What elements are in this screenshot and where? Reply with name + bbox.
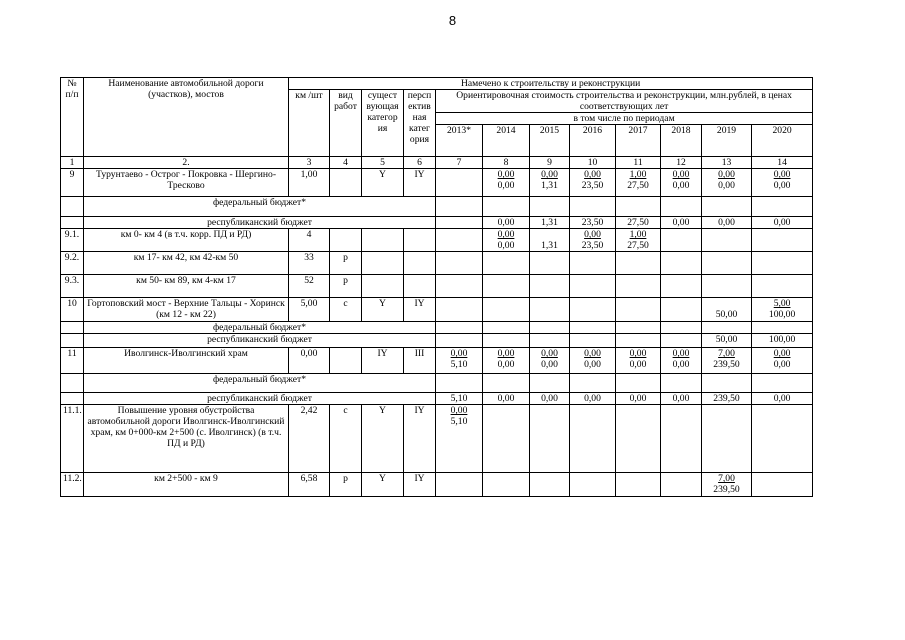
cost-2020: 5,00 100,00 [752,298,813,322]
budget-value [570,334,616,348]
road-length: 0,00 [289,348,330,374]
header-periods: в том числе по периодам [436,113,813,125]
budget-value [436,217,483,229]
column-number: 11 [616,157,661,169]
perspective-category: IY [404,169,436,197]
federal-budget-label: федеральный бюджет* [84,197,436,217]
row-number: 10 [61,298,84,322]
republican-budget-label: республиканский бюджет [84,393,436,405]
header-cost: Ориентировочная стоимость строительства и реконструкции, млн.рублей, в ценах соответствующих лет [436,90,813,113]
road-name: км 50- км 89, км 4-км 17 [84,275,289,298]
road-length: 52 [289,275,330,298]
cost-2014: 0,00 0,00 [483,348,530,374]
road-length: 2,42 [289,405,330,473]
table-row [61,197,813,217]
budget-value: 50,00 [702,334,752,348]
work-type: р [330,275,362,298]
cost-2019: 7,00 239,50 [702,348,752,374]
cost-2013: 0,00 5,10 [436,405,483,473]
header-year: 2014 [483,125,530,157]
table-row [61,298,813,322]
header-work-type: вид работ [330,90,362,157]
cost-2019: 50,00 [702,298,752,322]
header-unit: км /шт [289,90,330,157]
cost-2013 [436,169,483,197]
table-row [61,217,813,229]
work-type: с [330,298,362,322]
cost-2013: 0,00 5,10 [436,348,483,374]
page-number: 8 [448,13,457,28]
cost-2019: 7,00 239,50 [702,473,752,497]
column-number-row [61,157,813,169]
budget-value: 0,00 [616,393,661,405]
road-length: 33 [289,252,330,275]
column-number: 2. [84,157,289,169]
budget-value [436,334,483,348]
republican-budget-label: республиканский бюджет [84,334,436,348]
column-number: 8 [483,157,530,169]
cost-2018: 0,00 0,00 [661,348,702,374]
table-row [61,252,813,275]
header-year: 2016 [570,125,616,157]
cost-2014: 0,00 0,00 [483,169,530,197]
table-row [61,374,813,393]
road-name: Гортоповский мост - Верхние Тальцы - Хоринск (км 12 - км 22) [84,298,289,322]
cost-2020: 0,00 0,00 [752,169,813,197]
header-existing-category: сущест вующая категор ия [362,90,404,157]
table-row [61,229,813,252]
budget-value: 23,50 [570,217,616,229]
budget-value: 0,00 [570,393,616,405]
budget-value: 0,00 [752,217,813,229]
cost-2019: 0,00 0,00 [702,169,752,197]
table-row [61,322,813,334]
column-number: 3 [289,157,330,169]
column-number: 9 [530,157,570,169]
header-row [61,78,813,90]
work-type: р [330,473,362,497]
header-year: 2013* [436,125,483,157]
table-row [61,473,813,497]
row-number: 9 [61,169,84,197]
work-type: р [330,252,362,275]
road-name: км 0- км 4 (в т.ч. корр. ПД и РД) [84,229,289,252]
federal-budget-label: федеральный бюджет* [84,322,436,334]
work-type [330,169,362,197]
cost-2017: 1,00 27,50 [616,229,661,252]
cost-2014: 0,00 0,00 [483,229,530,252]
header-year: 2015 [530,125,570,157]
cost-2020: 0,00 0,00 [752,348,813,374]
road-length: 5,00 [289,298,330,322]
column-number: 12 [661,157,702,169]
table-row [61,275,813,298]
work-type [330,348,362,374]
table-row [61,334,813,348]
existing-category: Y [362,169,404,197]
header-year: 2020 [752,125,813,157]
road-construction-table [60,77,813,497]
column-number: 6 [404,157,436,169]
table-row [61,348,813,374]
budget-value [483,334,530,348]
road-name: км 17- км 42, км 42-км 50 [84,252,289,275]
column-number: 5 [362,157,404,169]
existing-category: IY [362,348,404,374]
republican-budget-label: республиканский бюджет [84,217,436,229]
header-number: № п/п [61,78,84,157]
budget-value: 0,00 [483,393,530,405]
header-year: 2019 [702,125,752,157]
cost-2016: 0,00 23,50 [570,229,616,252]
table-row [61,405,813,473]
budget-value: 0,00 [702,217,752,229]
budget-value: 5,10 [436,393,483,405]
header-planned: Намечено к строительству и реконструкции [289,78,813,90]
perspective-category: IY [404,473,436,497]
federal-budget-label: федеральный бюджет* [84,374,436,393]
cost-2018: 0,00 0,00 [661,169,702,197]
budget-value [661,334,702,348]
header-road-name: Наименование автомобильной дороги (участков), мостов [84,78,289,157]
column-number: 13 [702,157,752,169]
budget-value: 0,00 [752,393,813,405]
table-row [61,393,813,405]
budget-value [530,334,570,348]
road-length: 1,00 [289,169,330,197]
header-perspective-category: персп ектив ная катег ория [404,90,436,157]
road-name: Иволгинск-Иволгинский храм [84,348,289,374]
budget-value: 0,00 [661,393,702,405]
cost-2015: 0,00 0,00 [530,348,570,374]
column-number: 1 [61,157,84,169]
header-year: 2017 [616,125,661,157]
cost-2015: 0,00 1,31 [530,169,570,197]
budget-value [616,334,661,348]
budget-value: 1,31 [530,217,570,229]
table-row [61,169,813,197]
row-number: 11.1. [61,405,84,473]
budget-value: 239,50 [702,393,752,405]
column-number: 7 [436,157,483,169]
road-name: км 2+500 - км 9 [84,473,289,497]
header-year: 2018 [661,125,702,157]
budget-value: 0,00 [530,393,570,405]
row-number: 9.3. [61,275,84,298]
road-length: 6,58 [289,473,330,497]
road-name: Повышение уровня обустройства автомобильной дороги Иволгинск-Иволгинский храм, км 0+000-км 2+500 (с. Иволгинск) (в т.ч. ПД и РД) [84,405,289,473]
row-number: 11 [61,348,84,374]
budget-value: 27,50 [616,217,661,229]
existing-category: Y [362,405,404,473]
perspective-category: III [404,348,436,374]
row-number: 11.2. [61,473,84,497]
column-number: 4 [330,157,362,169]
cost-2016: 0,00 23,50 [570,169,616,197]
budget-value: 100,00 [752,334,813,348]
cost-2017: 1,00 27,50 [616,169,661,197]
row-number: 9.2. [61,252,84,275]
budget-value: 0,00 [661,217,702,229]
cost-2015: 1,31 [530,229,570,252]
column-number: 10 [570,157,616,169]
perspective-category: IY [404,405,436,473]
perspective-category: IY [404,298,436,322]
work-type: с [330,405,362,473]
column-number: 14 [752,157,813,169]
cost-2017: 0,00 0,00 [616,348,661,374]
road-length: 4 [289,229,330,252]
existing-category: Y [362,298,404,322]
existing-category: Y [362,473,404,497]
road-name: Турунтаево - Острог - Покровка - Шергино-Тресково [84,169,289,197]
budget-value: 0,00 [483,217,530,229]
cost-2016: 0,00 0,00 [570,348,616,374]
row-number: 9.1. [61,229,84,252]
